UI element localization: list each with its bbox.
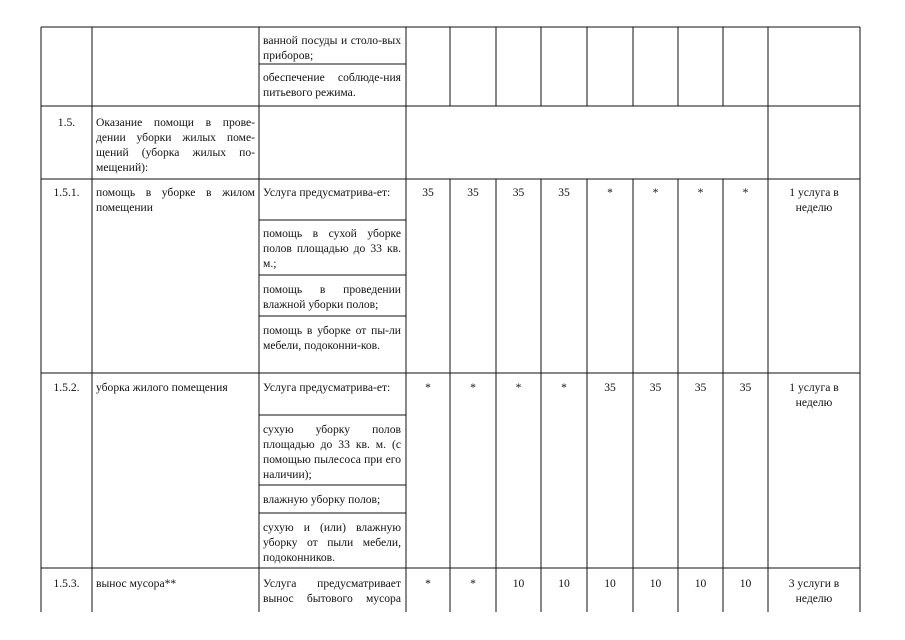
value-cell: 35 — [694, 381, 707, 394]
desc-cell: Услуга предусматрива-ет: — [263, 186, 391, 199]
desc-cell: Услуга предусматрива-ет: — [263, 381, 391, 394]
value-cell: * — [561, 381, 567, 394]
value-cell: 35 — [604, 381, 616, 394]
value-cell: 35 — [739, 381, 752, 394]
value-cell: 35 — [422, 186, 434, 199]
frequency-cell: 3 услуги в неделю — [788, 577, 840, 605]
desc-cell: помощь в уборке от пы-ли мебели, подоконни-ков. — [263, 324, 401, 352]
frequency-cell: 1 услуга в неделю — [789, 186, 839, 214]
value-cell: * — [470, 381, 476, 394]
value-cell: 10 — [694, 577, 707, 590]
value-cell: 35 — [512, 186, 525, 199]
value-cell: * — [742, 186, 749, 199]
value-cell: * — [652, 186, 659, 199]
value-cell: 35 — [649, 381, 662, 394]
value-cell: 10 — [558, 577, 570, 590]
row-number: 1.5.1. — [53, 186, 80, 199]
cont-desc-cell-2: обеспечение соблюде-ния питьевого режима. — [263, 71, 401, 99]
value-cell: 35 — [558, 186, 570, 199]
value-cell: 10 — [649, 577, 662, 590]
row-number: 1.5. — [57, 116, 76, 129]
value-cell: * — [470, 577, 476, 590]
row-number: 1.5.2. — [53, 381, 80, 394]
desc-cell: помощь в сухой уборке полов площадью до 33 кв. м.; — [263, 227, 401, 270]
value-cell: * — [425, 381, 431, 394]
value-cell: * — [697, 186, 704, 199]
value-cell: 10 — [739, 577, 752, 590]
frequency-cell: 1 услуга в неделю — [789, 381, 839, 409]
service-name: Оказание помощи в прове-дении уборки жилых поме-щений (уборка жилых по-мещений): — [96, 116, 255, 174]
value-cell: 10 — [512, 577, 525, 590]
desc-cell: помощь в проведении влажной уборки полов; — [263, 283, 401, 311]
desc-cell: влажную уборку полов; — [263, 493, 381, 506]
value-cell: * — [515, 381, 522, 394]
service-name: помощь в уборке в жилом помещении — [96, 186, 255, 214]
value-cell: * — [425, 577, 431, 590]
cont-desc-cell-1: ванной посуды и столо-вых приборов; — [263, 34, 401, 62]
row-number: 1.5.3. — [53, 577, 80, 590]
value-cell: 35 — [467, 186, 479, 199]
desc-cell: сухую и (или) влажную уборку от пыли мебели, подоконников. — [263, 521, 401, 564]
value-cell: 10 — [604, 577, 616, 590]
desc-cell: сухую уборку полов площадью до 33 кв. м. (с помощью пылесоса при его наличии); — [263, 423, 401, 481]
service-name: вынос мусора** — [96, 577, 177, 590]
service-name: уборка жилого помещения — [96, 381, 228, 394]
desc-cell: Услуга предусматривает вынос бытового мусора — [263, 577, 401, 605]
value-cell: * — [607, 186, 613, 199]
